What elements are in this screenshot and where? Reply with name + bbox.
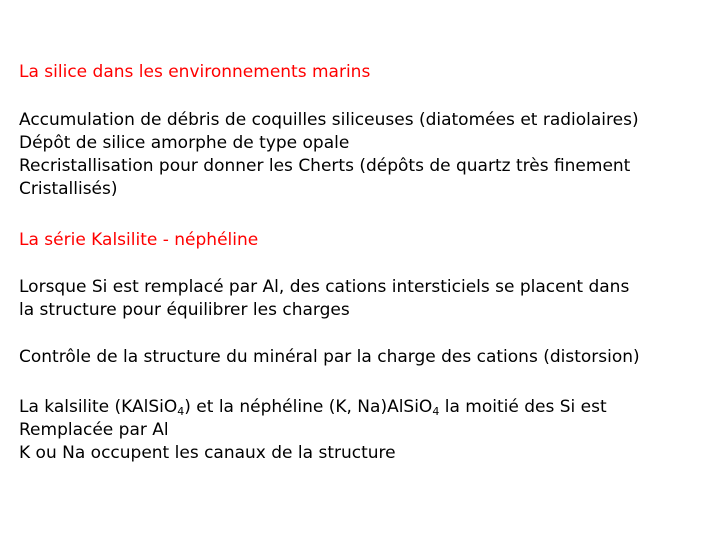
- heading-silice-marine: [19, 61, 709, 84]
- text-line: Contrôle de la structure du minéral par la charge des cations (distorsion): [19, 347, 640, 367]
- text-line: Lorsque Si est remplacé par Al, des cations intersticiels se placent dans: [19, 277, 630, 297]
- heading-kalsilite-nepheline: [19, 229, 709, 252]
- text-line: Dépôt de silice amorphe de type opale: [19, 133, 350, 153]
- heading-text: La série Kalsilite - néphéline: [19, 230, 259, 250]
- formula-paragraph: [19, 396, 709, 465]
- subscript: 4: [177, 405, 185, 418]
- heading-text: La silice dans les environnements marins: [19, 62, 371, 82]
- text-line: Cristallisés): [19, 179, 118, 199]
- silice-paragraph: [19, 109, 709, 201]
- subscript: 4: [432, 405, 440, 418]
- text-fragment: la moitié des Si est: [439, 397, 607, 417]
- text-line: K ou Na occupent les canaux de la structure: [19, 443, 396, 463]
- text-line: Remplacée par Al: [19, 420, 169, 440]
- text-line: Accumulation de débris de coquilles siliceuses (diatomées et radiolaires): [19, 110, 639, 130]
- substitution-paragraph: [19, 276, 709, 322]
- text-fragment: ) et la néphéline (K, Na)AlSiO: [184, 397, 433, 417]
- formula-line: [19, 396, 709, 419]
- distortion-paragraph: [19, 346, 709, 369]
- text-fragment: La kalsilite (KAlSiO: [19, 397, 178, 417]
- text-line: la structure pour équilibrer les charges: [19, 300, 350, 320]
- text-line: Recristallisation pour donner les Cherts (dépôts de quartz très finement: [19, 156, 631, 176]
